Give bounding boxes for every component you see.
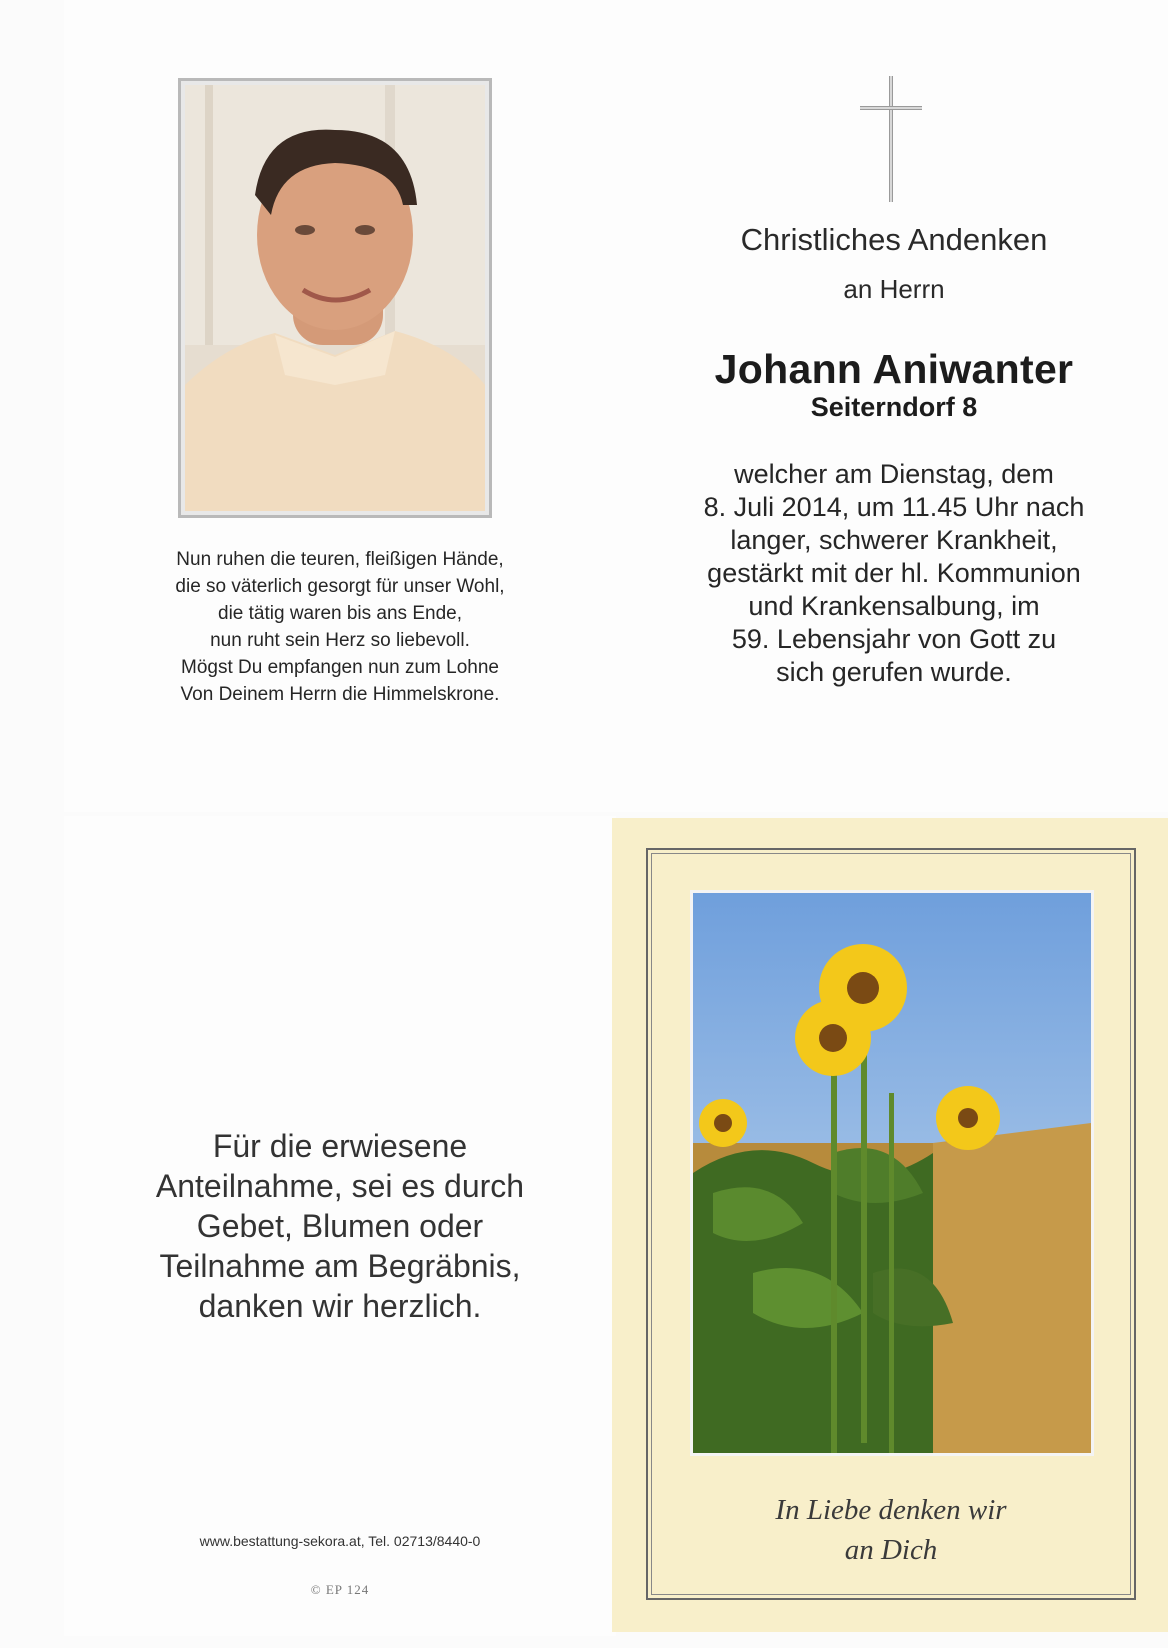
memorial-line: In Liebe denken wir [775,1494,1007,1526]
poem-line: Nun ruhen die teuren, fleißigen Hände, [176,549,504,570]
poem-line: Von Deinem Herrn die Himmelskrone. [180,684,500,705]
print-code: © EP 124 [310,1582,370,1597]
poem-line: nun ruht sein Herz so liebevoll. [210,630,470,651]
funeral-home-contact: www.bestattung-sekora.at, Tel. 02713/8440-0 [199,1533,481,1549]
death-notice-line: 59. Lebensjahr von Gott zu [731,624,1057,654]
thanks-line: Gebet, Blumen oder [196,1208,484,1244]
salutation: an Herrn [843,274,945,304]
death-notice-line: sich gerufen wurde. [776,657,1012,687]
thanks-line: Teilnahme am Begräbnis, [159,1248,521,1284]
memorial-text [646,1490,1136,1570]
death-notice [620,458,1168,689]
thanks-line: Anteilnahme, sei es durch [155,1168,525,1204]
portrait-photo-icon [185,85,485,511]
sunflower-icon [693,893,1091,1453]
deceased-address: Seiterndorf 8 [810,392,978,422]
thanks-message [120,1126,560,1326]
portrait-photo [178,78,492,518]
poem-line: die so väterlich gesorgt für unser Wohl, [175,576,505,597]
deceased-name: Johann Aniwanter [714,346,1074,392]
poem-line: die tätig waren bis ans Ende, [218,603,462,624]
thanks-line: Für die erwiesene [212,1128,468,1164]
memorial-line: an Dich [844,1534,938,1566]
death-notice-line: gestärkt mit der hl. Kommunion [707,558,1081,588]
death-notice-line: 8. Juli 2014, um 11.45 Uhr nach [703,492,1085,522]
poem-line: Mögst Du empfangen nun zum Lohne [181,657,499,678]
poem [120,546,560,708]
sunflower-photo [690,890,1094,1456]
heading: Christliches Andenken [740,222,1048,257]
thanks-line: danken wir herzlich. [198,1288,482,1324]
death-notice-line: und Krankensalbung, im [748,591,1040,621]
death-notice-line: welcher am Dienstag, dem [734,459,1054,489]
death-notice-line: langer, schwerer Krankheit, [730,525,1058,555]
cross-icon [856,76,926,206]
